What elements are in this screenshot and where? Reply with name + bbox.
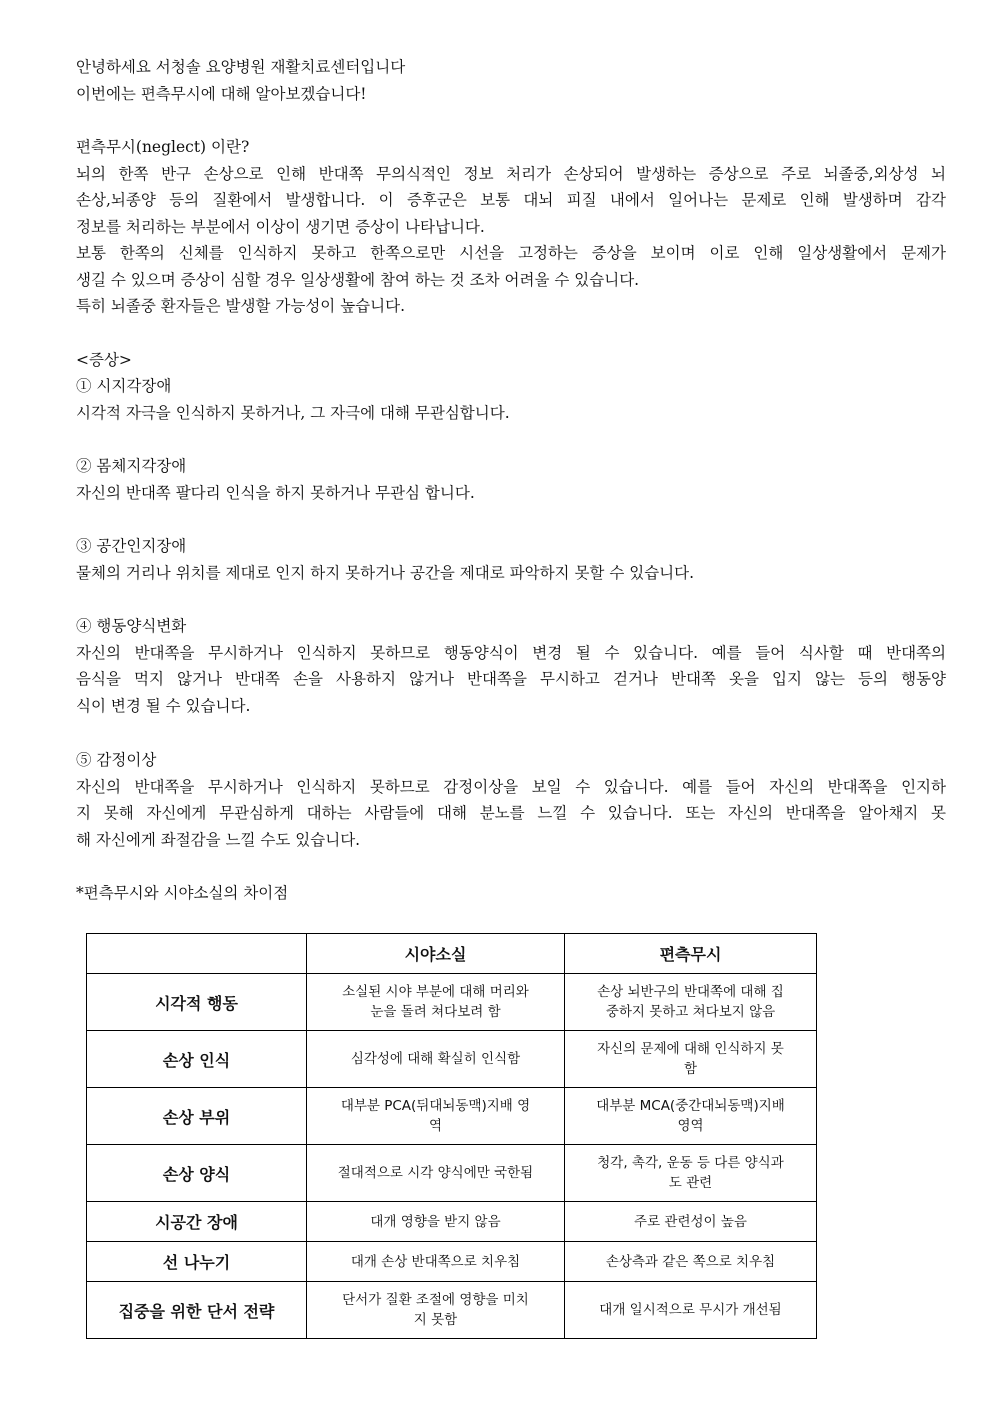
cell-visual-field-loss: [307, 1242, 565, 1282]
symptom-2: [76, 453, 946, 506]
cell-neglect: [565, 1242, 817, 1282]
symptom-text: 자신의 반대쪽을 무시하거나 인식하지 못하므로 감정이상을 보일 수 있습니다. 예를 들어 자신의 반대쪽을 인지하: [76, 777, 946, 796]
symptom-text: 시각적 자극을 인식하지 못하거나, 그 자극에 대해 무관심합니다.: [76, 403, 510, 422]
symptom-text: 지 못해 자신에게 무관심하게 대하는 사람들에 대해 분노를 느낄 수 있습니다. 또는 자신의 반대쪽을 알아채지 못: [76, 804, 946, 822]
definition-line: 정보를 처리하는 부분에서 이상이 생기면 증상이 나타납니다.: [76, 217, 485, 236]
definition-line: 보통 한쪽의 신체를 인식하지 못하고 한쪽으로만 시선을 고정하는 증상을 보이며 이로 인해 일상생활에서 문제가: [76, 244, 946, 262]
cell-line: 소실된 시야 부분에 대해 머리와: [342, 984, 529, 1000]
row-label: 시각적 행동: [87, 974, 307, 1031]
table-header-visual-field-loss: 시야소실: [307, 934, 565, 974]
cell-line: 눈을 돌려 쳐다보려 함: [370, 1004, 501, 1020]
cell-line: 대개 영향을 받지 않음: [370, 1213, 501, 1230]
comparison-heading: *편측무시와 시야소실의 차이점: [76, 884, 289, 902]
cell-neglect: [565, 1282, 817, 1339]
comparison-table: [86, 933, 817, 1339]
cell-visual-field-loss: [307, 1145, 565, 1202]
comparison-section: [76, 880, 946, 907]
cell-line: 자신의 문제에 대해 인식하지 못: [597, 1041, 784, 1057]
definition-line: 특히 뇌졸중 환자들은 발생할 가능성이 높습니다.: [76, 297, 406, 315]
symptom-title: ⑤ 감정이상: [76, 751, 157, 769]
definition-line: 뇌의 한쪽 반구 손상으로 인해 반대쪽 무의식적인 정보 처리가 손상되어 발생하는 증상으로 주로 뇌졸중,외상성 뇌: [76, 164, 946, 183]
cell-neglect: [565, 1088, 817, 1145]
symptom-3: [76, 533, 946, 586]
table-row: [87, 1088, 817, 1145]
cell-line: 대부분 PCA(뒤대뇌동맥)지배 영: [340, 1098, 531, 1114]
row-label: 집중을 위한 단서 전략: [87, 1282, 307, 1339]
definition-line: 손상,뇌종양 등의 질환에서 발생합니다. 이 증후군은 보통 대뇌 피질 내에서 일어나는 문제로 인해 발생하며 감각: [76, 191, 946, 209]
cell-visual-field-loss: [307, 1031, 565, 1088]
symptom-text: 물체의 거리나 위치를 제대로 인지 하지 못하거나 공간을 제대로 파악하지 못할 수 있습니다.: [76, 563, 695, 582]
symptom-text: 해 자신에게 좌절감을 느낄 수도 있습니다.: [76, 830, 361, 849]
table-row: [87, 974, 817, 1031]
cell-neglect: [565, 1202, 817, 1242]
cell-line: 청각, 촉각, 운동 등 다른 양식과: [597, 1155, 784, 1171]
cell-line: 중하지 못하고 쳐다보지 않음: [605, 1004, 776, 1020]
symptoms-section: [76, 347, 946, 374]
table-header-row: [87, 934, 817, 974]
definition-line: 생길 수 있으며 증상이 심할 경우 일상생활에 참여 하는 것 조차 어려울 수 있습니다.: [76, 270, 640, 289]
cell-neglect: [565, 974, 817, 1031]
row-label: 선 나누기: [87, 1242, 307, 1282]
cell-line: 역: [428, 1118, 443, 1134]
table-row: [87, 1282, 817, 1339]
row-label: 손상 양식: [87, 1145, 307, 1202]
intro: [76, 54, 946, 107]
row-label: 손상 부위: [87, 1088, 307, 1145]
intro-line-2: 이번에는 편측무시에 대해 알아보겠습니다!: [76, 84, 367, 103]
cell-line: 지 못함: [413, 1312, 458, 1328]
table-row: [87, 1242, 817, 1282]
cell-line: 대부분 MCA(중간대뇌동맥)지배: [596, 1098, 785, 1114]
cell-line: 손상측과 같은 쪽으로 치우침: [605, 1253, 776, 1270]
symptom-text: 자신의 반대쪽을 무시하거나 인식하지 못하므로 행동양식이 변경 될 수 있습니다. 예를 들어 식사할 때 반대쪽의: [76, 643, 946, 662]
cell-line: 심각성에 대해 확실히 인식함: [350, 1051, 521, 1067]
symptom-title: ③ 공간인지장애: [76, 537, 187, 555]
table-header-empty: [87, 934, 307, 974]
intro-line-1: 안녕하세요 서청솔 요양병원 재활치료센터입니다: [76, 58, 406, 76]
row-label: 시공간 장애: [87, 1202, 307, 1242]
row-label: 손상 인식: [87, 1031, 307, 1088]
symptom-title: ② 몸체지각장애: [76, 457, 187, 475]
definition-section: [76, 134, 946, 320]
symptom-title: ① 시지각장애: [76, 377, 172, 395]
symptom-text: 음식을 먹지 않거나 반대쪽 손을 사용하지 않거나 반대쪽을 무시하고 걷거나 반대쪽 옷을 입지 않는 등의 행동양: [76, 670, 946, 688]
symptom-title: ④ 행동양식변화: [76, 617, 187, 635]
symptoms-heading: <증상>: [76, 351, 132, 369]
cell-neglect: [565, 1145, 817, 1202]
cell-line: 단서가 질환 조절에 영향을 미치: [342, 1292, 529, 1308]
cell-line: 주로 관련성이 높음: [634, 1213, 747, 1230]
symptom-1: [76, 373, 946, 426]
symptom-4: [76, 613, 946, 719]
cell-line: 대개 손상 반대쪽으로 치우침: [350, 1253, 521, 1270]
cell-line: 손상 뇌반구의 반대쪽에 대해 집: [597, 984, 784, 1000]
symptom-5: [76, 747, 946, 853]
cell-line: 대개 일시적으로 무시가 개선됨: [599, 1302, 782, 1318]
symptom-text: 식이 변경 될 수 있습니다.: [76, 696, 251, 715]
cell-neglect: [565, 1031, 817, 1088]
table-row: [87, 1031, 817, 1088]
symptom-text: 자신의 반대쪽 팔다리 인식을 하지 못하거나 무관심 합니다.: [76, 483, 475, 502]
cell-line: 절대적으로 시각 양식에만 국한됨: [337, 1165, 534, 1181]
table-header-neglect: 편측무시: [565, 934, 817, 974]
cell-visual-field-loss: [307, 1282, 565, 1339]
cell-line: 함: [683, 1061, 698, 1077]
cell-line: 도 관련: [668, 1175, 713, 1191]
table-row: [87, 1145, 817, 1202]
definition-heading: 편측무시(neglect) 이란?: [76, 138, 250, 156]
cell-visual-field-loss: [307, 1202, 565, 1242]
comparison-table-wrap: [86, 933, 817, 1339]
table-row: [87, 1202, 817, 1242]
cell-line: 영역: [677, 1118, 704, 1134]
cell-visual-field-loss: [307, 1088, 565, 1145]
cell-visual-field-loss: [307, 974, 565, 1031]
